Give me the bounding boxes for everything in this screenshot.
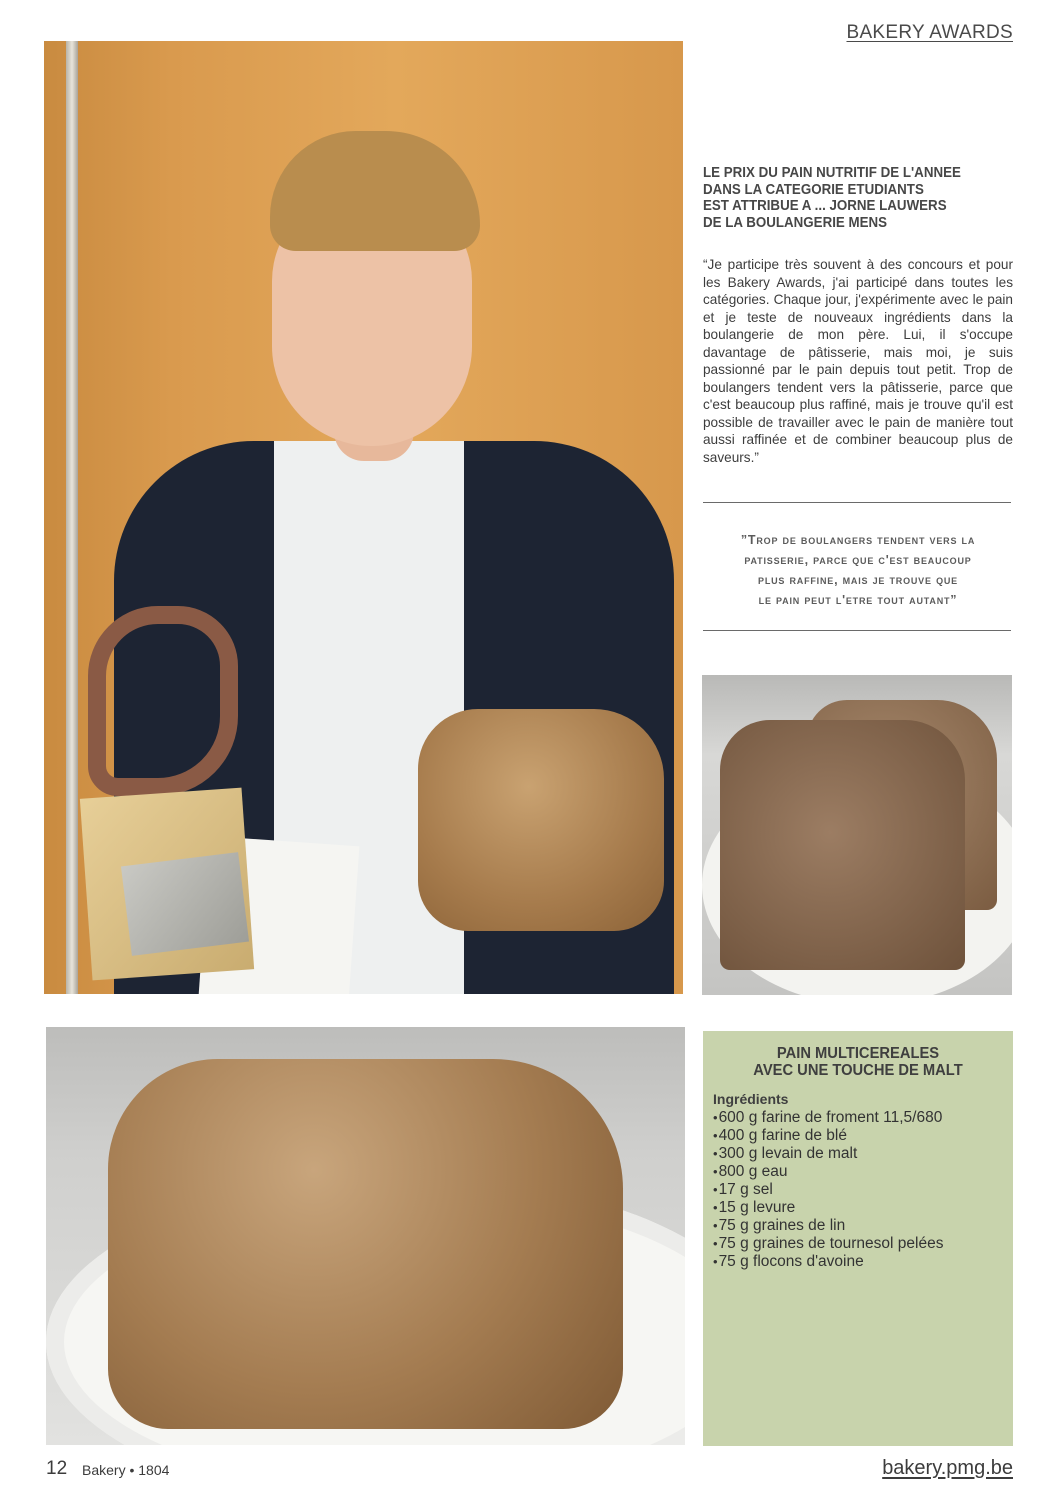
article-quote: “Je participe très souvent à des concours et pour les Bakery Awards, j'ai participé dans toutes les catégories. Chaque jour, j'expérimente avec le pain et je teste de nouveaux ingrédients dans la boulangerie de mon père. Lui, il s'occupe davantage de pâtisserie, mais moi, je suis passionné par le pain depuis tout petit. Trop de boulangers tendent vers la pâtisserie, parce que c'est beaucoup plus raffiné, mais je trouve qu'il est possible de travailler avec le pain de manière tout aussi raffinée et de combiner beaucoup plus de saveurs.” <box>703 257 1013 465</box>
list-item: •600 g farine de froment 11,5/680 <box>713 1109 943 1126</box>
list-item: •75 g graines de lin <box>713 1217 846 1234</box>
loaf-photo <box>46 1027 685 1445</box>
trophy-icon <box>88 606 238 796</box>
website-link[interactable]: bakery.pmg.be <box>882 1457 1013 1479</box>
section-label: BAKERY AWARDS <box>846 22 1013 43</box>
recipe-title: PAIN MULTICEREALES AVEC UNE TOUCHE DE MALT <box>753 1045 963 1079</box>
ingredients-list <box>713 1109 943 1271</box>
list-item: •75 g graines de tournesol pelées <box>713 1235 944 1252</box>
trophy-plate <box>121 852 249 956</box>
article-headline: LE PRIX DU PAIN NUTRITIF DE L'ANNEE DANS LA CATEGORIE ETUDIANTS EST ATTRIBUE A ... JORNE LAUWERS DE LA BOULANGERIE MENS <box>703 165 961 231</box>
divider-bottom <box>703 630 1011 631</box>
pull-quote: ”Trop de boulangers tendent vers la patisserie, parce que c'est beaucoup plus raffine, mais je trouve que le pain peut l'etre tout autant” <box>740 533 976 607</box>
magazine-issue: Bakery • 1804 <box>82 1462 170 1478</box>
winner-photo <box>44 41 683 994</box>
sliced-bread-photo <box>702 675 1012 995</box>
list-item: •800 g eau <box>713 1163 788 1180</box>
ingredients-label: Ingrédients <box>713 1091 789 1107</box>
list-item: •75 g flocons d'avoine <box>713 1253 864 1270</box>
recipe-box <box>703 1031 1013 1446</box>
list-item: •17 g sel <box>713 1181 773 1198</box>
list-item: •400 g farine de blé <box>713 1127 847 1144</box>
page-number: 12 <box>46 1458 68 1479</box>
list-item: •15 g levure <box>713 1199 796 1216</box>
bread-loaf-shape <box>418 709 664 931</box>
list-item: •300 g levain de malt <box>713 1145 858 1162</box>
divider-top <box>703 502 1011 503</box>
